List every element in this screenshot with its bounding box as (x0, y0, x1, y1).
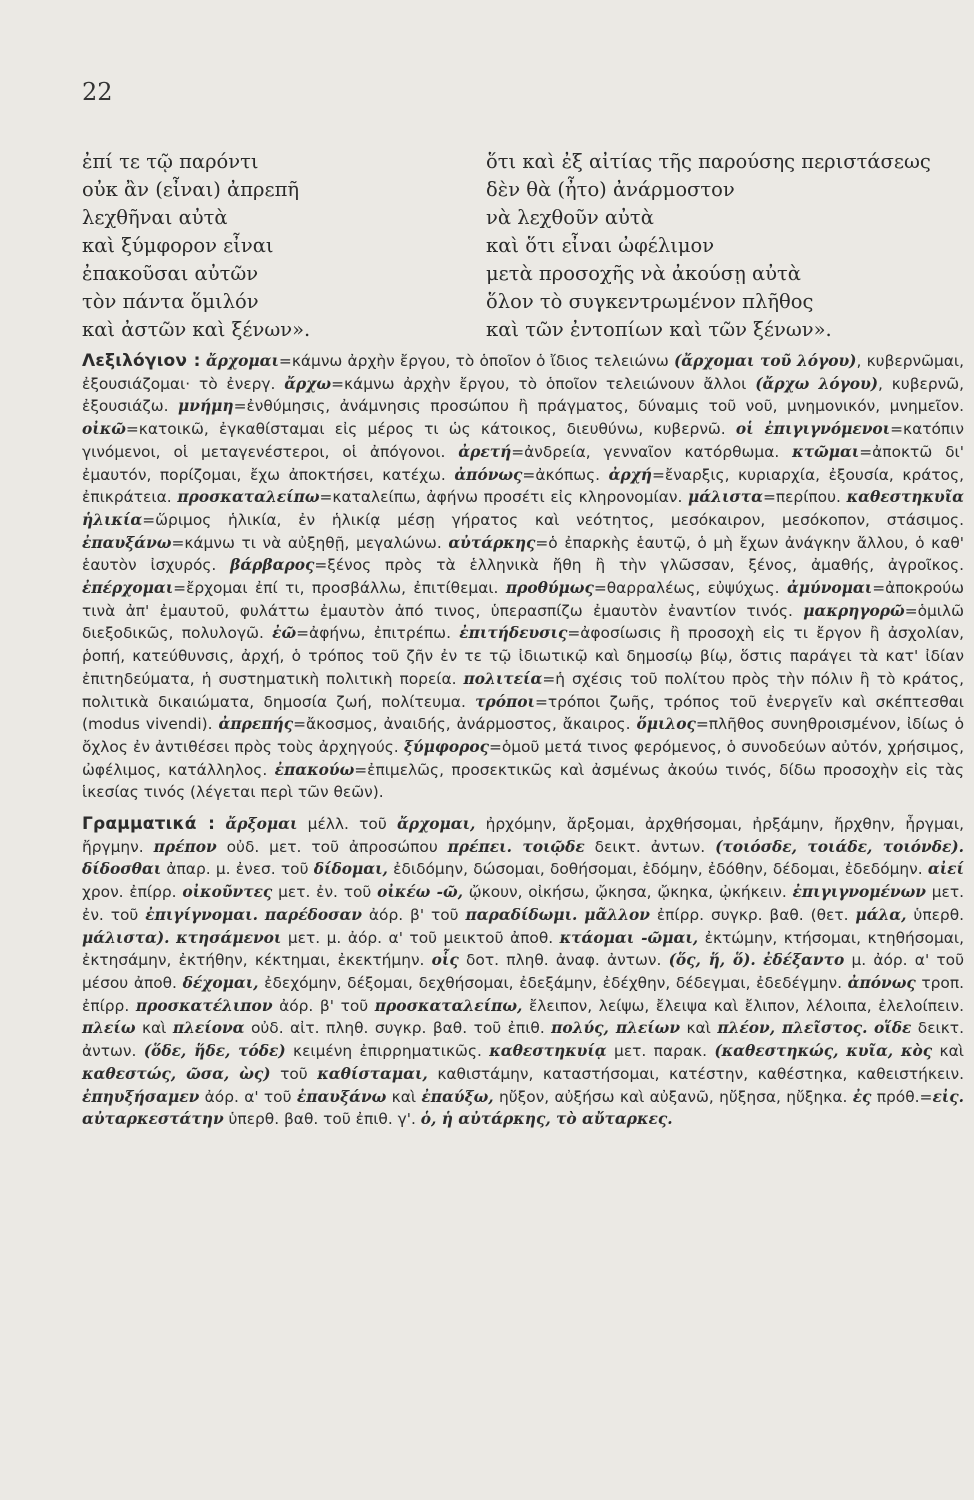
grammar-note: ἠρχόμην, ἄρξομαι, ἀρχθήσομαι, ἠρξάμην, ἤρχθην, ἦργμαι, ἤργμην. (82, 815, 964, 856)
grammar-heading: Γραμματικά : (82, 814, 216, 835)
glossary-term: μακρηγορῶ (803, 601, 905, 620)
glossary-term: ἀρετή (458, 442, 512, 461)
grammar-term: (καθεστηκώς, κυῖα, κὸς (714, 1042, 933, 1061)
glossary-term: πολιτεία (463, 669, 543, 688)
grammar-note: οὐδ. μετ. τοῦ ἀπροσώπου (216, 837, 448, 856)
glossary-definition: =ἀφοσίωσις ἢ προσοχὴ εἰς τι ἔργον ἢ ἀσχολίαν, ῥοπή, κατεύθυνσις, ἀρχή, ὁ τρόπος τοῦ ζῆν ἐν τε τῷ ἰδιωτικῷ καὶ δημοσίῳ βίῳ, ὅστις παράγει τὰ κατ' ἰδίαν ἐπιτηδεύματα, ἡ συστηματικὴ πολιτικὴ πορεία. (82, 624, 964, 688)
grammar-note: μ. ἀόρ. α' τοῦ μέσου ἀποθ. (82, 951, 964, 992)
glossary-definition: =καταλείπω, ἀφήνω προσέτι εἰς κληρονομίαν. (319, 488, 689, 507)
glossary-definition: =πλῆθος συνηθροισμένον, ἰδίως ὁ ὄχλος ἐν ἀντιθέσει πρὸς τοὺς ἀρχηγούς. (82, 715, 964, 756)
glossary-definition: , κυβερνῶμαι, ἐξουσιάζομαι· τὸ ἐνεργ. (82, 352, 964, 393)
grammar-term: (ὅδε, ἥδε, τόδε) (143, 1042, 286, 1061)
grammar-term: οἰκέω -ῶ, (377, 883, 463, 902)
grammar-term: ἐπαυξάνω (296, 1087, 387, 1106)
grammar-note: ηὔξον, αὐξήσω καὶ αὐξανῶ, ηὔξησα, ηὔξηκα. (493, 1087, 853, 1106)
grammar-term: ἐπιγιγνομένων (792, 883, 926, 902)
grammar-term: ἐπηυξήσαμεν (82, 1087, 200, 1106)
grammar-note: τοῦ (270, 1064, 318, 1083)
grammar-note: μετ. ἐν. τοῦ (272, 883, 378, 902)
grammar-note: ἀπαρ. μ. ἐνεσ. τοῦ (161, 860, 314, 879)
grammar-term: οἵδε (874, 1019, 912, 1038)
glossary-definition: =τρόποι ζωῆς, τρόπος τοῦ ἐνεργεῖν καὶ σκέπτεσθαι (modus vivendi). (82, 692, 964, 734)
grammar-term: οἷς (431, 951, 459, 970)
glossary-definition: =κάμνω ἀρχὴν ἔργου, τὸ ὁποῖον τελειώνουν ἄλλοι (331, 374, 756, 393)
glossary-definition: =ἀποκτῶ δι' ἐμαυτόν, πορίζομαι, ἔχω ἀποκτήσει, κατέχω. (82, 442, 964, 484)
grammar-term: πρέπει. τοιῷδε (447, 837, 585, 856)
ancient-text-line: ἐπί τε τῷ παρόντι (82, 150, 259, 173)
grammar-term: ἐπιγίγνομαι. (145, 905, 258, 924)
grammar-term: πλέον, πλεῖστος. (717, 1019, 868, 1038)
grammar-term: καθεστώς, ῶσα, ὼς) (82, 1064, 271, 1083)
glossary-term: μνήμη (178, 397, 234, 416)
grammar-note: μέλλ. τοῦ (297, 815, 397, 834)
glossary-term: προσκαταλείπω (177, 488, 320, 507)
glossary-definition: =ἔναρξις, κυριαρχία, ἐξουσία, κράτος, ἐπικράτεια. (82, 465, 964, 507)
glossary-heading: Λεξιλόγιον : (82, 351, 201, 371)
glossary-term: ὅμιλος (636, 715, 696, 734)
grammar-term: μᾶλλον (584, 905, 650, 924)
grammar-term: οἰκοῦντες (182, 883, 273, 902)
grammar-note: ἐπίρρ. συγκρ. βαθ. (θετ. (649, 905, 856, 924)
ancient-text-line: καὶ ξύμφορον εἶναι (82, 234, 274, 257)
grammar-term: προσκατέλιπον (135, 996, 273, 1015)
grammar-term: καθεστηκυίᾳ (489, 1042, 607, 1061)
grammar-term: πλείω (82, 1019, 136, 1038)
grammar-paragraph (82, 813, 964, 1131)
glossary-term: (ἄρχω λόγου) (755, 374, 879, 393)
translation-line: ὅλον τὸ συγκεντρωμένον πλῆθος (486, 290, 814, 313)
grammar-note (258, 906, 265, 924)
grammar-term: ἐπαύξω, (421, 1087, 494, 1106)
translation-line: καὶ τῶν ἐντοπίων καὶ τῶν ξένων». (486, 318, 832, 341)
commentary (82, 350, 964, 1131)
grammar-term: ἀπόνως (847, 973, 916, 992)
glossary-term: βάρβαρος (230, 556, 315, 575)
grammar-note: ἀόρ. β' τοῦ (272, 996, 375, 1015)
glossary-definition: =ὁμιλῶ διεξοδικῶς, πολυλογῶ. (82, 601, 964, 643)
text-line (0, 318, 974, 346)
grammar-note: οὐδ. αἰτ. πληθ. συγκρ. βαθ. τοῦ ἐπιθ. (244, 1019, 552, 1038)
text-line (0, 206, 974, 234)
grammar-note: καὶ (135, 1019, 173, 1038)
parallel-text (0, 150, 974, 346)
text-line (0, 290, 974, 318)
grammar-note: ἐκτώμην, κτήσομαι, κτηθήσομαι, ἐκτησάμην, ἐκτήθην, κέκτημαι, ἐκεκτήμην. (82, 928, 964, 970)
grammar-note: δεικτ. ἀντων. (584, 837, 716, 856)
grammar-note: καὶ (932, 1042, 964, 1061)
grammar-term: παραδίδωμι. (465, 905, 578, 924)
glossary-definition: =ὁ ἐπαρκὴς ἑαυτῷ, ὁ μὴ ἔχων ἀνάγκην ἄλλου, ὁ καθ' ἑαυτὸν ἰσχυρός. (82, 533, 964, 575)
glossary-term: ἄρχω (284, 374, 332, 393)
text-line (0, 234, 974, 262)
grammar-term: καθίσταμαι, (317, 1064, 428, 1083)
grammar-note: καὶ (680, 1019, 718, 1038)
glossary-definition: =ἀκόπως. (522, 465, 609, 484)
grammar-term: προσκαταλείπω, (374, 996, 523, 1015)
translation-line: καὶ ὅτι εἶναι ὠφέλιμον (486, 234, 715, 257)
grammar-note: τροπ. ἐπίρρ. (82, 973, 964, 1015)
glossary-term: ἀμύνομαι (786, 579, 873, 598)
glossary-definition: =κατοικῶ, ἐγκαθίσταμαι εἰς μέρος τι ὡς κάτοικος, διευθύνω, κυβερνῶ. (125, 420, 736, 439)
glossary-term: καθεστηκυῖα ἡλικία (82, 488, 964, 529)
grammar-note: ἔλειπον, λείψω, ἔλειψα καὶ ἔλιπον, λέλοιπα, ἐλελοίπειν. (522, 996, 965, 1015)
glossary-definition: =ξένος πρὸς τὰ ἑλληνικὰ ἤθη ἢ τὴν γλῶσσαν, ξένος, ἀμαθής, ἀγροῖκος. (314, 556, 964, 575)
grammar-term: παρέδοσαν (264, 905, 362, 924)
grammar-term: πλείονα (172, 1019, 245, 1038)
glossary-definition: =περίπου. (762, 488, 847, 507)
glossary-term: ἀπόνως (454, 465, 523, 484)
grammar-term: αὐταρκεστάτην (82, 1110, 224, 1129)
grammar-note: δοτ. πληθ. ἀναφ. ἀντων. (458, 951, 669, 970)
grammar-note: ἐδιδόμην, δώσομαι, δοθήσομαι, ἐδόμην, ἐδόθην, δέδομαι, ἐδεδόμην. (387, 860, 928, 879)
grammar-note: καὶ (386, 1087, 422, 1106)
ancient-text-line: ἐπακοῦσαι αὐτῶν (82, 262, 259, 285)
glossary-term: οἱ ἐπιγιγνόμενοι (735, 420, 891, 439)
grammar-note: ᾤκουν, οἰκήσω, ᾤκησα, ᾤκηκα, ᾠκήκειν. (462, 883, 793, 902)
grammar-note: ὑπερθ. (906, 905, 964, 924)
glossary-definition: =κάμνω τι νὰ αὐξηθῇ, μεγαλώνω. (171, 533, 449, 552)
glossary-term: κτῶμαι (792, 442, 860, 461)
glossary-term: μάλιστα (688, 488, 763, 507)
glossary-term: ἀπρεπής (218, 715, 294, 734)
ancient-text-line: λεχθῆναι αὐτὰ (82, 206, 228, 229)
glossary-definition: =ἡ σχέσις τοῦ πολίτου πρὸς τὴν πόλιν ἢ τὸ κράτος, πολιτικὰ δικαιώματα, δημοσία ζωή, πολίτευμα. (82, 669, 964, 711)
glossary-definition: =ὁμοῦ μετά τινος φερόμενος, ὁ συνοδεύων αὐτόν, χρήσιμος, ὠφέλιμος, κατάλληλος. (82, 737, 964, 779)
grammar-term: ἐδέξαντο (762, 951, 845, 970)
grammar-term: πολύς, πλείων (551, 1019, 681, 1038)
glossary-term: προθύμως (505, 579, 594, 598)
grammar-note: δεικτ. ἀντων. (82, 1019, 964, 1061)
grammar-term: δέχομαι, (182, 973, 259, 992)
text-line (0, 150, 974, 178)
translation-line: μετὰ προσοχῆς νὰ ἀκούσῃ αὐτὰ (486, 262, 801, 285)
glossary-term: ἀρχή (608, 465, 653, 484)
glossary-definition: , κυβερνῶ, ἐξουσιάζω. (82, 374, 964, 416)
ancient-text-line: τὸν πάντα ὅμιλόν (82, 290, 259, 313)
grammar-term: δίδοσθαι (82, 860, 162, 879)
grammar-term: ἄρξομαι (225, 815, 298, 834)
grammar-note: ἀόρ. α' τοῦ (199, 1087, 297, 1106)
glossary-term: ἐπακούω (274, 760, 355, 779)
glossary-definition: =ἐπιμελῶς, προσεκτικῶς καὶ ἀσμένως ἀκούω τινός, δίδω προσοχὴν εἰς τὰς ἱκεσίας τινός (λέγεται περὶ τῶν θεῶν). (82, 760, 964, 802)
glossary-definition: =ἐνθύμησις, ἀνάμνησις προσώπου ἢ πράγματος, δύναμις τοῦ νοῦ, μνημονικόν, μνημεῖον. (233, 397, 965, 416)
grammar-note: κειμένη ἐπιρρηματικῶς. (285, 1042, 490, 1061)
grammar-term: πρέπον (153, 837, 217, 856)
grammar-term: ἄρχομαι, (397, 815, 476, 834)
grammar-term: μάλιστα). (82, 928, 170, 947)
glossary-term: ξύμφορος (403, 737, 489, 756)
grammar-term: ὁ, ἡ αὐτάρκης, τὸ αὔταρκες. (420, 1110, 673, 1129)
translation-line: δὲν θὰ (ἦτο) ἀνάρμοστον (486, 178, 735, 201)
grammar-note: ἐδεχόμην, δέξομαι, δεχθήσομαι, ἐδεξάμην, ἐδέχθην, δέδεγμαι, ἐδεδέγμην. (258, 973, 848, 992)
glossary-definition: =ἀφήνω, ἐπιτρέπω. (296, 624, 460, 643)
glossary-definition: =ἄκοσμος, ἀναιδής, ἀνάρμοστος, ἄκαιρος. (293, 715, 637, 734)
grammar-note (756, 951, 763, 969)
page-number: 22 (82, 78, 113, 106)
ancient-text-line: οὐκ ἂν (εἶναι) ἀπρεπῆ (82, 178, 300, 201)
glossary-term: αὐτάρκης (448, 533, 536, 552)
glossary-definition: =ὥριμος ἡλικία, ἐν ἡλικίᾳ μέσῃ γήρατος καὶ νεότητος, μεσόκαιρον, μεσόκοπον, στάσιμος. (142, 510, 964, 529)
grammar-term: κτησάμενοι (176, 928, 282, 947)
grammar-note: καθιστάμην, καταστήσομαι, κατέστην, καθέστηκα, καθειστήκειν. (427, 1064, 964, 1083)
grammar-note: μετ. μ. ἀόρ. α' τοῦ μεικτοῦ ἀποθ. (281, 928, 560, 947)
grammar-term: αἰεί (927, 860, 964, 879)
translation-line: νὰ λεχθοῦν αὐτὰ (486, 206, 654, 229)
grammar-term: (ὅς, ἥ, ὅ). (668, 951, 756, 970)
glossary-definition: =κάμνω ἀρχὴν ἔργου, τὸ ὁποῖον ὁ ἴδιος τελειώνω (278, 352, 675, 370)
grammar-note: πρόθ.= (871, 1087, 933, 1106)
ancient-text-line: καὶ ἀστῶν καὶ ξένων». (82, 318, 311, 341)
glossary-term: οἰκῶ (82, 420, 126, 439)
grammar-note: μετ. παρακ. (606, 1042, 715, 1061)
glossary-term: ἐπαυξάνω (82, 533, 172, 552)
glossary-definition: =θαρραλέως, εὐψύχως. (593, 579, 787, 598)
grammar-term: ἐς (852, 1087, 872, 1106)
glossary-definition: =κατόπιν γινόμενοι, οἱ μεταγενέστεροι, οἱ ἀπόγονοι. (82, 420, 964, 461)
text-line (0, 262, 974, 290)
grammar-term: κτάομαι -ῶμαι, (559, 928, 699, 947)
grammar-note: ἀόρ. β' τοῦ (361, 905, 466, 924)
glossary-term: ἐπιτήδευσις (459, 624, 568, 643)
grammar-term: (τοιόσδε, τοιάδε, τοιόνδε). (715, 837, 964, 856)
grammar-note: μετ. ἐν. τοῦ (82, 883, 964, 924)
glossary-definition: =ἀποκρούω τινὰ ἀπ' ἐμαυτοῦ, φυλάττω ἐμαυτὸν ἀπό τινος, ὑπερασπίζω ἐμαυτὸν ἐναντίον τινός. (82, 579, 965, 620)
glossary-definition: =ἀνδρεία, γενναῖον κατόρθωμα. (511, 442, 793, 461)
grammar-term: δίδομαι, (313, 860, 388, 879)
text-line (0, 178, 974, 206)
glossary-definition: =ἔρχομαι ἐπί τι, προσβάλλω, ἐπιτίθεμαι. (173, 579, 506, 598)
grammar-note: ὑπερθ. βαθ. τοῦ ἐπιθ. γ'. (223, 1110, 421, 1129)
glossary-paragraph (82, 350, 964, 804)
glossary-term: τρόποι (475, 692, 535, 711)
grammar-term: μάλα, (855, 905, 907, 924)
grammar-note: χρον. ἐπίρρ. (82, 883, 183, 902)
translation-line: ὅτι καὶ ἐξ αἰτίας τῆς παρούσης περιστάσεως (486, 150, 931, 173)
glossary-term: (ἄρχομαι τοῦ λόγου) (674, 352, 857, 370)
grammar-term: εἰς. (932, 1087, 964, 1106)
glossary-term: ἄρχομαι (205, 352, 279, 370)
glossary-term: ἐπέρχομαι (82, 579, 174, 598)
glossary-term: ἐῶ (272, 624, 297, 643)
